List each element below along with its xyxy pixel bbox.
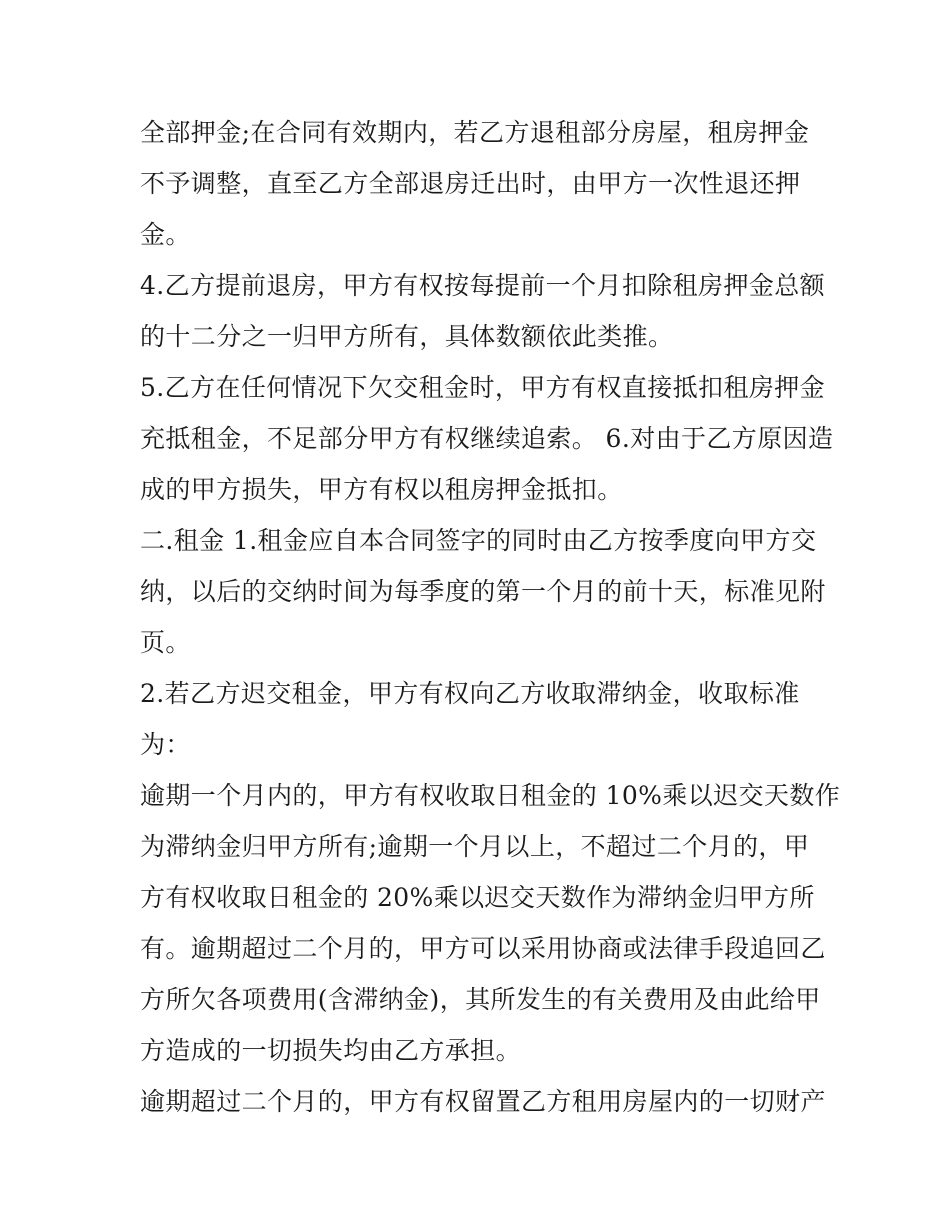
text-line-16: 方有权收取日租金的 20%乘以迟交天数作为滞纳金归甲方所 [140, 883, 815, 912]
text-line-18: 方所欠各项费用(含滞纳金)，其所发生的有关费用及由此给甲 [140, 985, 821, 1014]
text-line-20: 逾期超过二个月的，甲方有权留置乙方租用房屋内的一切财产 [140, 1087, 826, 1116]
text-line-6: 5.乙方在任何情况下欠交租金时，甲方有权直接抵扣租房押金 [140, 373, 826, 402]
text-line-8: 成的甲方损失，甲方有权以租房押金抵扣。 [140, 475, 623, 504]
text-line-12: 2.若乙方迟交租金，甲方有权向乙方收取滞纳金，收取标准 [140, 679, 800, 708]
text-line-5: 的十二分之一归甲方所有，具体数额依此类推。 [140, 322, 674, 351]
text-line-14: 逾期一个月内的，甲方有权收取日租金的 10%乘以迟交天数作 [140, 781, 841, 810]
text-line-3: 金。 [140, 220, 191, 249]
text-line-1: 全部押金;在合同有效期内，若乙方退租部分房屋，租房押金 [140, 118, 810, 147]
text-line-11: 页。 [140, 628, 191, 657]
text-line-13: 为： [140, 730, 191, 759]
text-line-9: 二.租金 1.租金应自本合同签字的同时由乙方按季度向甲方交 [140, 526, 817, 555]
contract-text [140, 107, 841, 1127]
text-line-19: 方造成的一切损失均由乙方承担。 [140, 1036, 522, 1065]
text-line-15: 为滞纳金归甲方所有;逾期一个月以上，不超过二个月的，甲 [140, 832, 810, 861]
text-line-7: 充抵租金，不足部分甲方有权继续追索。 6.对由于乙方原因造 [140, 424, 834, 453]
text-line-17: 有。逾期超过二个月的，甲方可以采用协商或法律手段追回乙 [140, 934, 826, 963]
text-line-10: 纳，以后的交纳时间为每季度的第一个月的前十天，标准见附 [140, 577, 826, 606]
text-line-2: 不予调整，直至乙方全部退房迁出时，由甲方一次性退还押 [140, 169, 801, 198]
text-line-4: 4.乙方提前退房，甲方有权按每提前一个月扣除租房押金总额 [140, 271, 826, 300]
